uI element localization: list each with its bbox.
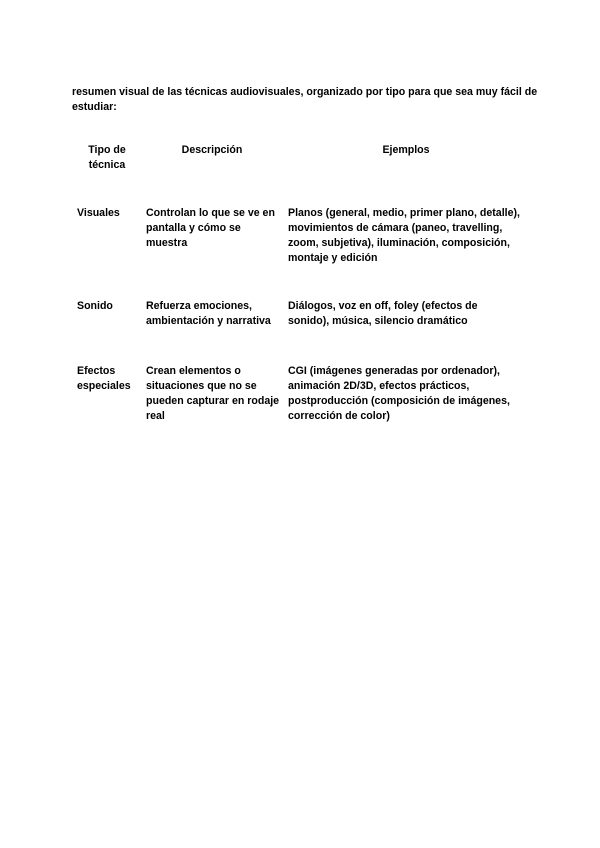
cell-ejemplos: Planos (general, medio, primer plano, detalle), movimientos de cámara (paneo, travelling, zoom, subjetiva), iluminación, composición, montaje y edición — [288, 207, 520, 264]
header-ejemplos: Ejemplos — [382, 144, 430, 156]
intro-paragraph: resumen visual de las técnicas audiovisuales, organizado por tipo para que sea muy fácil de estudiar: — [72, 86, 538, 113]
cell-ejemplos: CGI (imágenes generadas por ordenador), animación 2D/3D, efectos prácticos, postproducción (composición de imágenes, corrección de color) — [288, 365, 510, 422]
cell-descripcion: Controlan lo que se ve en pantalla y cómo se muestra — [146, 207, 275, 249]
cell-descripcion: Crean elementos o situaciones que no se pueden capturar en rodaje real — [146, 365, 280, 422]
header-descripcion: Descripción — [181, 144, 243, 156]
cell-ejemplos: Diálogos, voz en off, foley (efectos de sonido), música, silencio dramático — [288, 300, 478, 327]
cell-descripcion: Refuerza emociones, ambientación y narrativa — [146, 300, 271, 327]
cell-tipo: Visuales — [77, 207, 120, 219]
cell-tipo: Efectos especiales — [77, 365, 131, 392]
header-tipo: Tipo de técnica — [88, 144, 126, 171]
cell-tipo: Sonido — [77, 300, 113, 312]
